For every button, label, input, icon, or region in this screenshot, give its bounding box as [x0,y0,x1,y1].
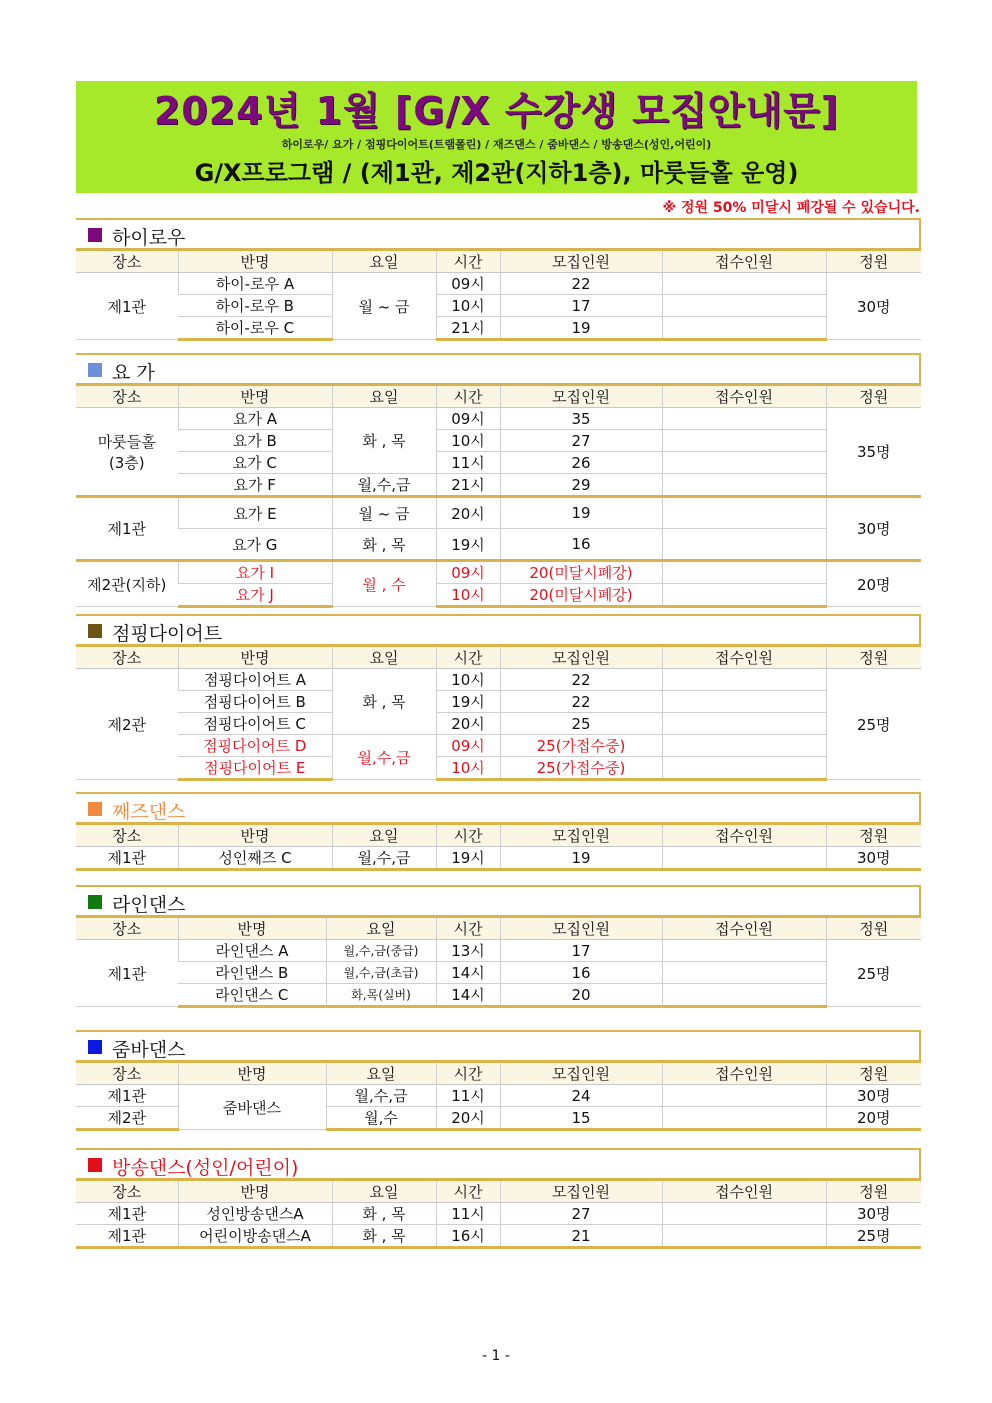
days-cell: 화 , 목 [332,669,436,735]
page-title: 2024년 1월 [G/X 수강생 모집안내문] [153,89,840,133]
recruit-cell: 25(가접수중) [500,757,662,780]
applicants-cell [662,497,826,529]
class-name: 어린이방송댄스A [178,1225,332,1248]
applicants-cell [662,584,826,607]
capacity-cell: 35명 [826,408,921,497]
days-cell: 월 ~ 금 [332,273,436,340]
section-zumba-dance [76,1030,921,1131]
recruit-cell: 15 [500,1107,662,1130]
table-header-row [76,385,921,408]
capacity-cell: 25명 [826,1225,921,1248]
time-cell: 10시 [436,584,500,607]
class-name: 성인방송댄스A [178,1203,332,1225]
recruit-cell: 25(가접수중) [500,735,662,757]
col-header: 정원 [826,646,921,669]
table-row [76,1085,921,1107]
class-name: 라인댄스 C [178,984,326,1007]
recruit-cell: 27 [500,430,662,452]
class-name: 요가 I [178,561,332,584]
schedule-table [76,644,921,781]
class-name: 요가 A [178,408,332,430]
col-header: 장소 [76,1180,178,1203]
col-header: 정원 [826,385,921,408]
applicants-cell [662,1225,826,1248]
cancellation-notice: ※ 정원 50% 미달시 폐강될 수 있습니다. [662,200,920,216]
col-header: 접수인원 [662,917,826,940]
table-row [76,430,921,452]
col-header: 시간 [436,385,500,408]
days-cell: 화 , 목 [332,408,436,474]
col-header: 모집인원 [500,824,662,847]
class-name: 요가 G [178,529,332,561]
col-header: 장소 [76,250,178,273]
section-header [76,792,921,822]
time-cell: 11시 [436,452,500,474]
square-bullet-icon [88,802,102,816]
recruit-cell: 19 [500,847,662,870]
section-jumping-diet [76,614,921,781]
col-header: 접수인원 [662,646,826,669]
table-row [76,962,921,984]
col-header: 시간 [436,646,500,669]
capacity-cell: 30명 [826,1085,921,1107]
recruit-cell: 27 [500,1203,662,1225]
col-header: 접수인원 [662,1180,826,1203]
days-cell: 월,수,금 [332,474,436,497]
col-header: 장소 [76,824,178,847]
days-cell: 월,수,금(중급) [326,940,436,962]
time-cell: 21시 [436,317,500,340]
applicants-cell [662,452,826,474]
place-cell: 제1관 [76,497,178,561]
table-row [76,1225,921,1248]
time-cell: 11시 [436,1085,500,1107]
recruit-cell: 16 [500,529,662,561]
class-name: 요가 F [178,474,332,497]
time-cell: 20시 [436,713,500,735]
recruit-cell: 35 [500,408,662,430]
program-venues: G/X프로그램 / (제1관, 제2관(지하1층), 마룻들홀 운영) [194,159,799,187]
col-header: 요일 [332,250,436,273]
col-header: 시간 [436,824,500,847]
place-cell: 제1관 [76,273,178,340]
place-cell: 제2관(지하) [76,561,178,607]
time-cell: 10시 [436,669,500,691]
section-title: 요 가 [112,362,155,384]
place-cell: 제1관 [76,847,178,870]
table-row [76,295,921,317]
applicants-cell [662,984,826,1007]
recruit-cell: 25 [500,713,662,735]
recruit-cell: 17 [500,295,662,317]
time-cell: 10시 [436,430,500,452]
section-line-dance [76,885,921,1008]
schedule-table [76,915,921,1008]
section-kpop-dance [76,1148,921,1249]
table-header-row [76,1062,921,1085]
recruit-cell: 22 [500,691,662,713]
col-header: 장소 [76,917,178,940]
section-header [76,1030,921,1060]
table-row [76,561,921,584]
time-cell: 21시 [436,474,500,497]
place-cell: 제2관 [76,1107,178,1130]
table-row [76,669,921,691]
time-cell: 09시 [436,561,500,584]
title-banner [76,81,917,193]
col-header: 시간 [436,917,500,940]
col-header: 요일 [332,1180,436,1203]
recruit-cell: 20(미달시폐강) [500,561,662,584]
class-name: 라인댄스 A [178,940,326,962]
capacity-cell: 30명 [826,497,921,561]
section-header [76,614,921,644]
class-name: 하이-로우 A [178,273,332,295]
days-cell: 월,수 [326,1107,436,1130]
col-header: 모집인원 [500,917,662,940]
section-title: 하이로우 [112,227,186,249]
recruit-cell: 19 [500,497,662,529]
days-cell: 월,수,금 [332,735,436,780]
applicants-cell [662,669,826,691]
col-header: 반명 [178,646,332,669]
col-header: 반명 [178,385,332,408]
recruit-cell: 21 [500,1225,662,1248]
table-row [76,940,921,962]
col-header: 장소 [76,385,178,408]
square-bullet-icon [88,1040,102,1054]
capacity-cell: 20명 [826,561,921,607]
section-header [76,1148,921,1178]
recruit-cell: 20(미달시폐강) [500,584,662,607]
class-name: 점핑다이어트 B [178,691,332,713]
days-cell: 월 ~ 금 [332,497,436,529]
page-number: - 1 - [482,1348,510,1364]
time-cell: 09시 [436,273,500,295]
col-header: 정원 [826,917,921,940]
applicants-cell [662,691,826,713]
col-header: 시간 [436,1180,500,1203]
square-bullet-icon [88,363,102,377]
place-cell: 제1관 [76,940,178,1007]
col-header: 요일 [326,917,436,940]
recruit-cell: 26 [500,452,662,474]
table-row [76,584,921,607]
col-header: 시간 [436,1062,500,1085]
days-cell: 화 , 목 [332,1203,436,1225]
applicants-cell [662,295,826,317]
time-cell: 09시 [436,408,500,430]
time-cell: 20시 [436,1107,500,1130]
table-header-row [76,824,921,847]
table-header-row [76,917,921,940]
recruit-cell: 24 [500,1085,662,1107]
recruit-cell: 22 [500,669,662,691]
table-row [76,497,921,529]
col-header: 요일 [326,1062,436,1085]
time-cell: 10시 [436,295,500,317]
applicants-cell [662,408,826,430]
time-cell: 14시 [436,984,500,1007]
place-cell: 제1관 [76,1203,178,1225]
class-name: 요가 E [178,497,332,529]
square-bullet-icon [88,624,102,638]
recruit-cell: 19 [500,317,662,340]
applicants-cell [662,529,826,561]
class-name: 하이-로우 B [178,295,332,317]
col-header: 접수인원 [662,1062,826,1085]
section-jazz-dance [76,792,921,871]
applicants-cell [662,713,826,735]
table-row [76,713,921,735]
time-cell: 14시 [436,962,500,984]
schedule-table [76,383,921,608]
place-floor: (3층) [108,453,145,472]
place-cell: 제1관 [76,1225,178,1248]
applicants-cell [662,474,826,497]
days-cell: 월,수,금 [326,1085,436,1107]
section-header [76,218,921,248]
table-row [76,273,921,295]
section-hilow [76,218,921,341]
schedule-table [76,1178,921,1249]
col-header: 모집인원 [500,250,662,273]
applicants-cell [662,847,826,870]
col-header: 요일 [332,385,436,408]
class-name: 성인째즈 C [178,847,332,870]
class-name: 점핑다이어트 E [178,757,332,780]
time-cell: 13시 [436,940,500,962]
col-header: 모집인원 [500,646,662,669]
section-title: 점핑다이어트 [112,623,223,645]
col-header: 정원 [826,1180,921,1203]
table-row [76,984,921,1007]
col-header: 모집인원 [500,1180,662,1203]
table-header-row [76,250,921,273]
applicants-cell [662,430,826,452]
capacity-cell: 25명 [826,669,921,780]
applicants-cell [662,1203,826,1225]
col-header: 요일 [332,646,436,669]
table-row [76,408,921,430]
program-list: 하이로우/ 요가 / 점핑다이어트(트램폴린) / 재즈댄스 / 줌바댄스 / 방송댄스(성인,어린이) [281,138,712,151]
col-header: 시간 [436,250,500,273]
time-cell: 19시 [436,691,500,713]
square-bullet-icon [88,228,102,242]
square-bullet-icon [88,895,102,909]
section-title: 방송댄스(성인/어린이) [112,1157,299,1179]
col-header: 반명 [178,1180,332,1203]
recruit-cell: 29 [500,474,662,497]
time-cell: 16시 [436,1225,500,1248]
applicants-cell [662,735,826,757]
schedule-table [76,822,921,871]
days-cell: 화 , 목 [332,529,436,561]
place-cell: 제1관 [76,1085,178,1107]
col-header: 반명 [178,1062,326,1085]
time-cell: 20시 [436,497,500,529]
capacity-cell: 30명 [826,847,921,870]
section-title: 줌바댄스 [112,1039,186,1061]
class-name: 요가 B [178,430,332,452]
square-bullet-icon [88,1158,102,1172]
col-header: 장소 [76,646,178,669]
col-header: 장소 [76,1062,178,1085]
table-row [76,1203,921,1225]
table-row [76,735,921,757]
class-name: 라인댄스 B [178,962,326,984]
col-header: 반명 [178,250,332,273]
days-cell: 월,수,금(초급) [326,962,436,984]
capacity-cell: 30명 [826,273,921,340]
applicants-cell [662,1107,826,1130]
section-header [76,353,921,383]
applicants-cell [662,561,826,584]
days-cell: 월,수,금 [332,847,436,870]
schedule-table [76,1060,921,1131]
col-header: 반명 [178,824,332,847]
applicants-cell [662,757,826,780]
class-name: 요가 J [178,584,332,607]
place-cell [76,408,178,497]
table-row [76,317,921,340]
section-header [76,885,921,915]
table-row [76,757,921,780]
capacity-cell: 30명 [826,1203,921,1225]
class-name: 하이-로우 C [178,317,332,340]
section-yoga [76,353,921,608]
capacity-cell: 25명 [826,940,921,1007]
applicants-cell [662,273,826,295]
applicants-cell [662,1085,826,1107]
class-name: 요가 C [178,452,332,474]
capacity-cell: 20명 [826,1107,921,1130]
recruit-cell: 22 [500,273,662,295]
class-name: 줌바댄스 [178,1085,326,1130]
section-title: 라인댄스 [112,894,186,916]
time-cell: 11시 [436,1203,500,1225]
section-title: 째즈댄스 [112,801,186,823]
col-header: 접수인원 [662,824,826,847]
time-cell: 09시 [436,735,500,757]
days-cell: 화 , 목 [332,1225,436,1248]
days-cell: 월 , 수 [332,561,436,607]
col-header: 정원 [826,824,921,847]
place-name: 마룻들홀 [97,432,156,451]
recruit-cell: 17 [500,940,662,962]
applicants-cell [662,962,826,984]
schedule-table [76,248,921,341]
applicants-cell [662,317,826,340]
class-name: 점핑다이어트 A [178,669,332,691]
time-cell: 19시 [436,847,500,870]
time-cell: 10시 [436,757,500,780]
class-name: 점핑다이어트 D [178,735,332,757]
table-header-row [76,1180,921,1203]
col-header: 접수인원 [662,250,826,273]
col-header: 정원 [826,250,921,273]
applicants-cell [662,940,826,962]
time-cell: 19시 [436,529,500,561]
table-row [76,452,921,474]
table-row [76,529,921,561]
table-row [76,847,921,870]
table-row [76,474,921,497]
recruit-cell: 20 [500,984,662,1007]
recruit-cell: 16 [500,962,662,984]
col-header: 정원 [826,1062,921,1085]
days-cell: 화,목(실버) [326,984,436,1007]
col-header: 모집인원 [500,1062,662,1085]
col-header: 반명 [178,917,326,940]
col-header: 접수인원 [662,385,826,408]
table-header-row [76,646,921,669]
table-row [76,691,921,713]
col-header: 모집인원 [500,385,662,408]
col-header: 요일 [332,824,436,847]
class-name: 점핑다이어트 C [178,713,332,735]
place-cell: 제2관 [76,669,178,780]
